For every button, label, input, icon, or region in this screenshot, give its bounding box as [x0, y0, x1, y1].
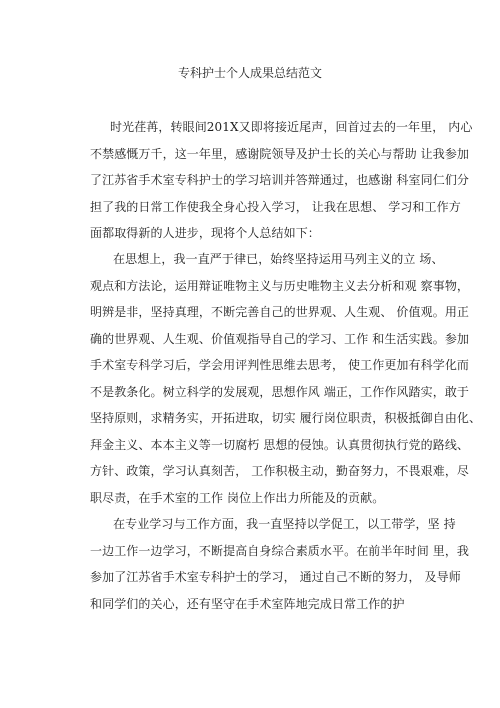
paragraph-2-line-1: 在思想上，我一直严于律已，始终坚持运用马列主义的立 场、	[113, 252, 444, 266]
paragraph-3-line-1: 在专业学习与工作方面，我一直坚持以学促工，以工带学，坚 持	[113, 517, 456, 531]
paragraph-3-line-3: 参加了江苏省手术室专科护士的学习， 通过自己不断的努力， 及导师	[90, 570, 461, 584]
paragraph-2-line-4: 确的世界观、人生观、价值观指导自己的学习、工作 和生活实践。参加	[90, 332, 470, 346]
paragraph-1-line-3: 了江苏省手术室专科护士的学习培训并答辩通过，也感谢 科室同仁们分	[90, 173, 470, 187]
paragraph-2-line-6: 不是教条化。树立科学的发展观，思想作风 端正，工作作风踏实，敢于	[90, 385, 470, 399]
document-title: 专科护士个人成果总结范文	[177, 66, 322, 80]
paragraph-2-line-10: 职尽责，在手术室的工作 岗位上作出力所能及的贡献。	[90, 491, 385, 505]
paragraph-2-line-2: 观点和方法论，运用辩证唯物主义与历史唯物主义去分析和观 察事物，	[90, 279, 470, 293]
paragraph-1-line-4: 担了我的日常工作使我全身心投入学习， 让我在思想、 学习和工作方	[90, 200, 461, 214]
paragraph-2-line-8: 拜金主义、本本主义等一切腐朽 思想的侵蚀。认真贯彻执行党的路线、	[90, 438, 470, 452]
paragraph-3-line-2: 一边工作一边学习，不断提高自身综合素质水平。在前半年时间 里，我	[90, 544, 470, 558]
paragraph-2-line-3: 明辨是非，坚持真理，不断完善自己的世界观、人生观、 价值观。用正	[90, 305, 470, 319]
paragraph-2-line-7: 坚持原则，求精务实，开拓进取，切实 履行岗位职责，积极抵御自由化、	[90, 411, 482, 425]
paragraph-1-line-2: 不禁感慨万千，这一年里，感谢院领导及护士长的关心与帮助 让我参加	[90, 147, 470, 161]
paragraph-1-line-5: 面都取得新的人进步，现将个人总结如下：	[90, 226, 320, 240]
paragraph-2-line-5: 手术室专科学习后，学会用评判性思维去思考， 使工作更加有科学化而	[90, 358, 470, 372]
paragraph-3-line-4: 和同学们的关心，还有坚守在手术室阵地完成日常工作的护	[90, 597, 405, 611]
paragraph-1-line-1: 时光荏苒，转眼间201X又即将接近尾声，回首过去的一年里， 内心	[110, 120, 473, 134]
paragraph-2-line-9: 方针、政策，学习认真刻苦， 工作积极主动，勤奋努力，不畏艰难，尽	[90, 464, 470, 478]
